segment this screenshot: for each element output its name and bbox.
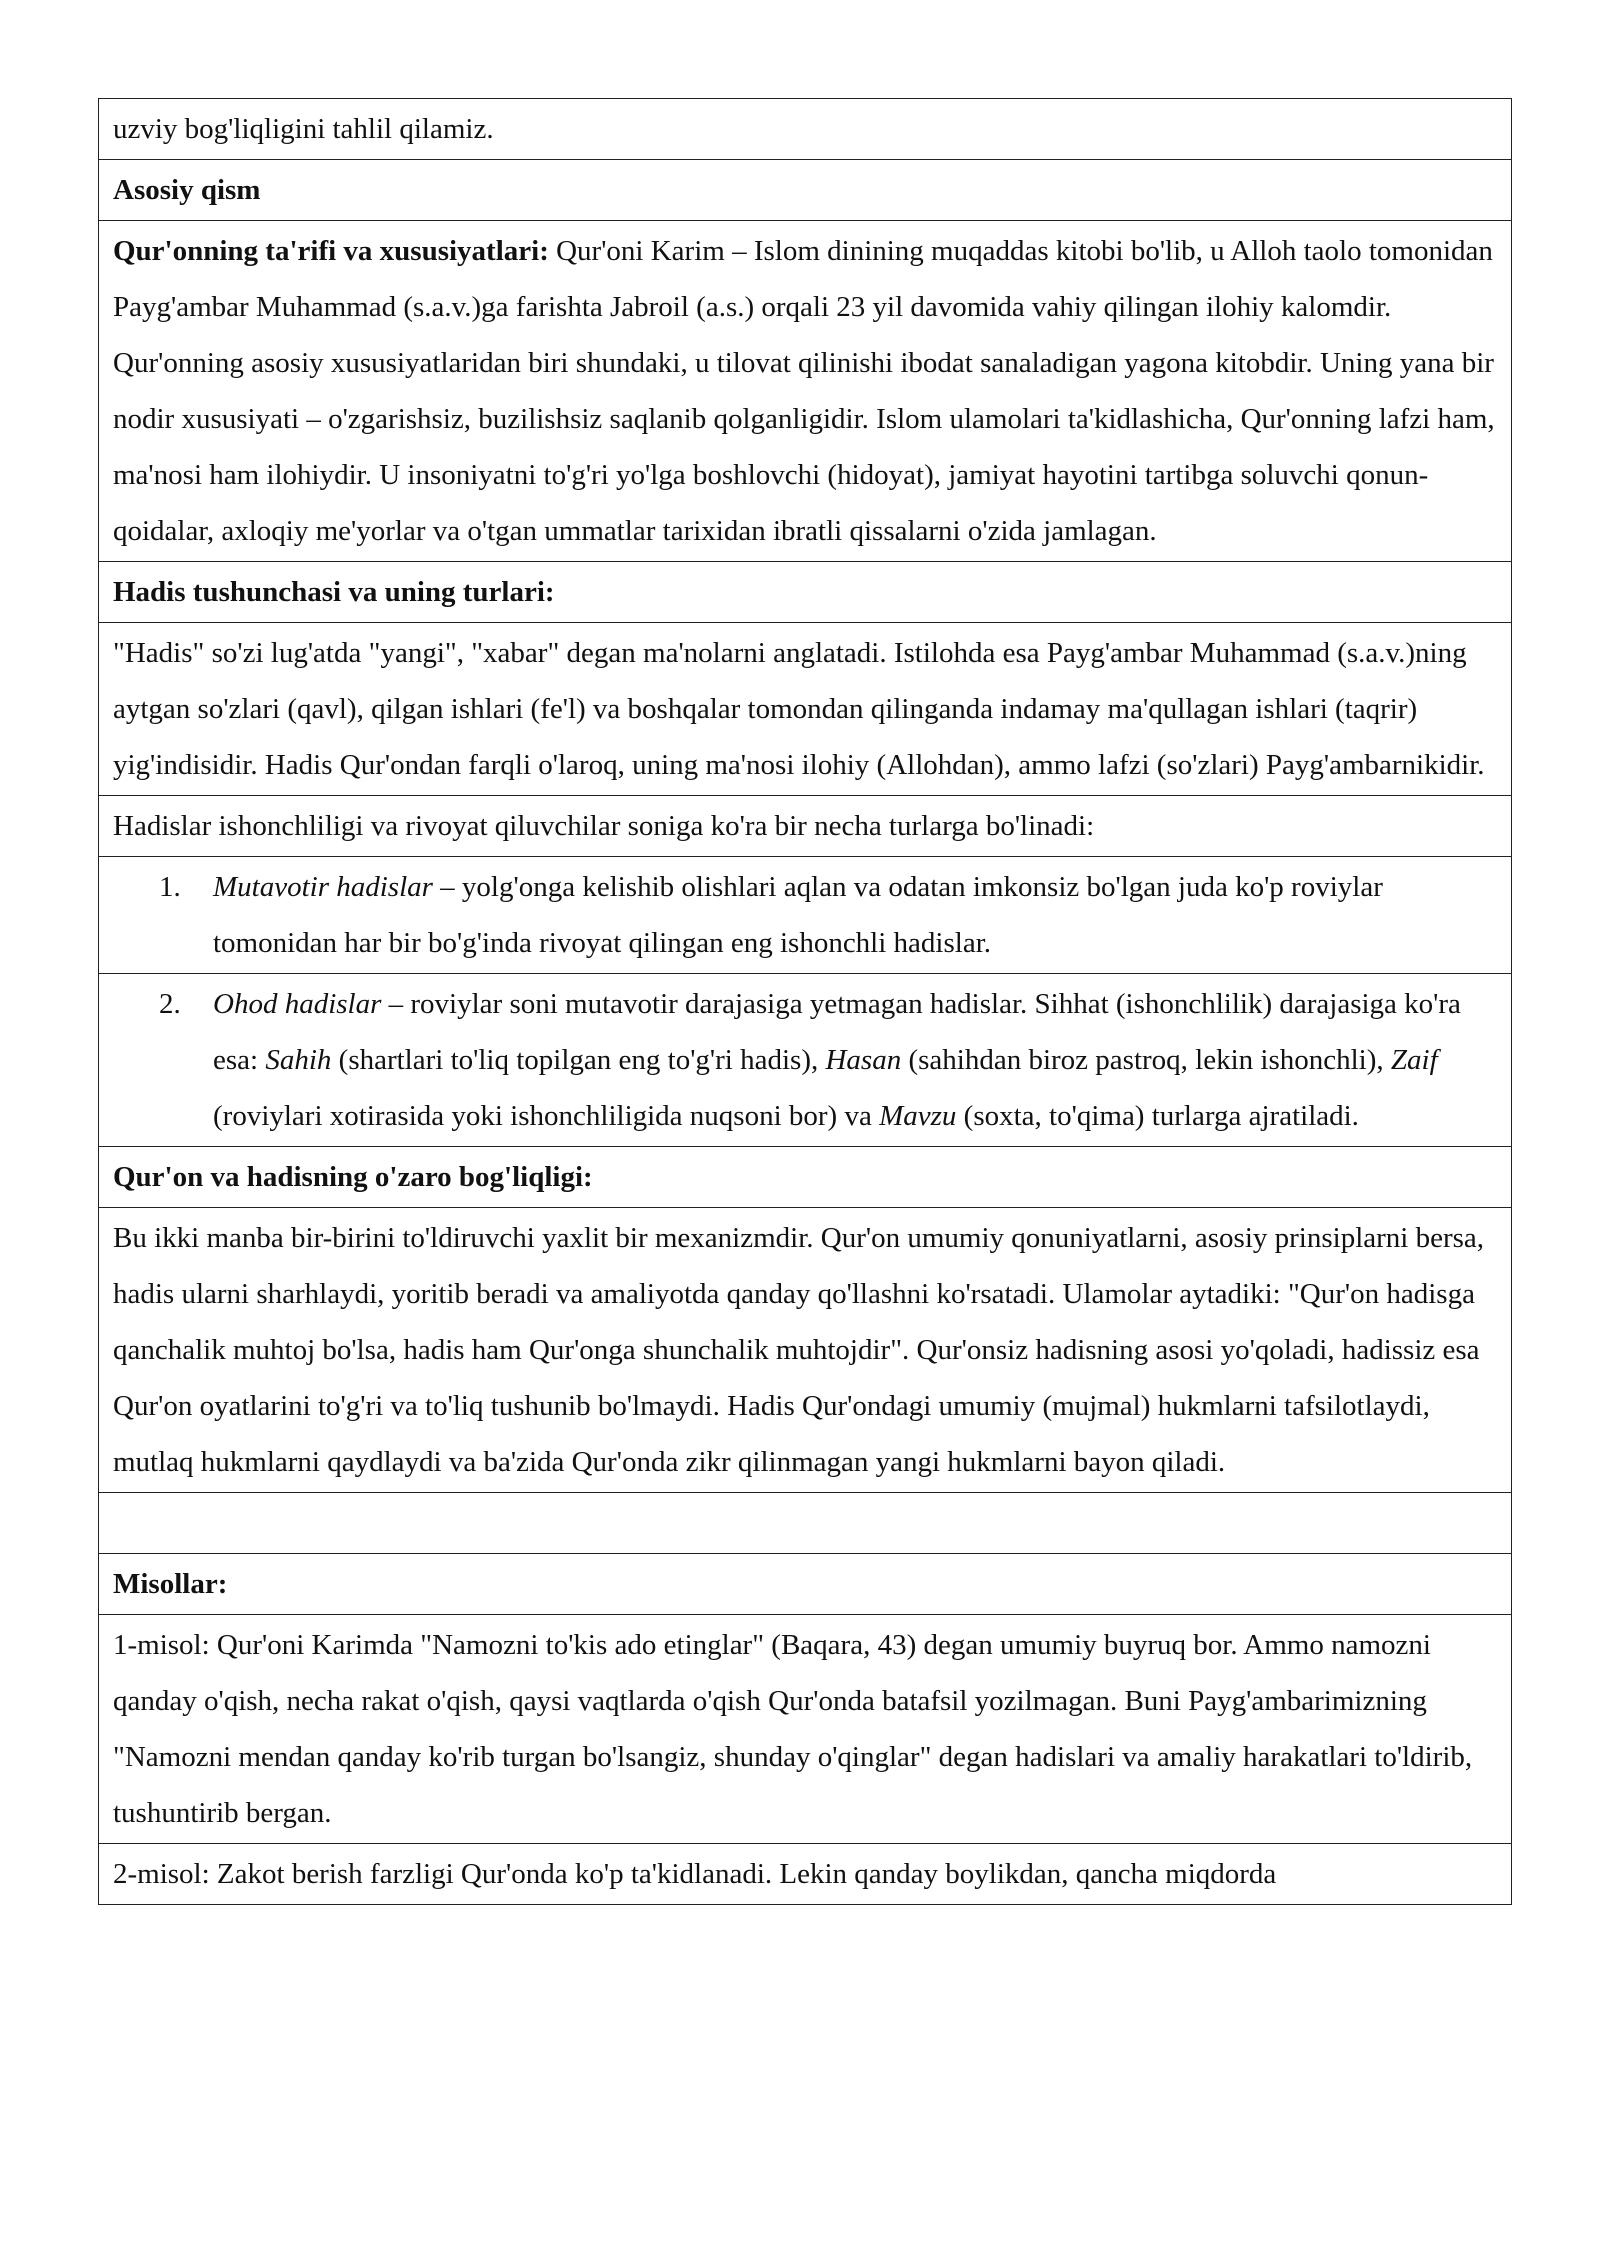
quran-definition-heading: Qur'onning ta'rifi va xususiyatlari: xyxy=(113,235,549,267)
term-sahih: Sahih xyxy=(265,1044,332,1076)
table-row xyxy=(99,1493,1512,1554)
quran-definition-cell xyxy=(99,221,1512,562)
list-number: 2. xyxy=(159,988,181,1020)
table-row xyxy=(99,1208,1512,1493)
examples-heading: Misollar: xyxy=(99,1554,1512,1615)
zaif-text: (roviylari xotirasida yoki ishonchliligida nuqsoni bor) va xyxy=(213,1100,880,1132)
table-row xyxy=(99,974,1512,1147)
term-mutavotir: Mutavotir hadislar xyxy=(213,871,433,903)
hadith-definition-cell: "Hadis" so'zi lug'atda "yangi", "xabar" degan ma'nolarni anglatadi. Istilohda esa Payg'ambar Muhammad (s.a.v.)ning aytgan so'zlari (qavl), qilgan ishlari (fe'l) va boshqalar tomondan qilinganda indamay ma'qullagan ishlari (taqrir) yig'indisidir. Hadis Qur'ondan farqli o'laroq, uning ma'nosi ilohiy (Allohdan), ammo lafzi (so'zlari) Payg'ambarnikidir. xyxy=(99,623,1512,796)
table-row xyxy=(99,1615,1512,1844)
mutavotir-text: – yolg'onga kelishib olishlari aqlan va odatan imkonsiz bo'lgan juda ko'p roviylar tomonidan har bir bo'g'inda rivoyat qilingan eng ishonchli hadislar. xyxy=(213,871,1383,959)
quran-definition-text: Qur'oni Karim – Islom dinining muqaddas kitobi bo'lib, u Alloh taolo tomonidan Payg'ambar Muhammad (s.a.v.)ga farishta Jabroil (a.s.) orqali 23 yil davomida vahiy qilingan ilohiy kalomdir. Qur'onning asosiy xususiyatlaridan biri shundaki, u tilovat qilinishi ibodat sanaladigan yagona kitobdir. Uning yana bir nodir xususiyati – o'zgarishsiz, buzilishsiz saqlanib qolganligidir. Islom ulamolari ta'kidlashicha, Qur'onning lafzi ham, ma'nosi ham ilohiydir. U insoniyatni to'g'ri yo'lga boshlovchi (hidoyat), jamiyat hayotini tartibga soluvchi qonun-qoidalar, axloqiy me'yorlar va o'tgan ummatlar tarixidan ibratli qissalarni o'zida jamlagan. xyxy=(113,235,1495,547)
table-row xyxy=(99,623,1512,796)
table-row xyxy=(99,160,1512,221)
table-row xyxy=(99,562,1512,623)
relation-text-cell: Bu ikki manba bir-birini to'ldiruvchi yaxlit bir mexanizmdir. Qur'on umumiy qonuniyatlarni, asosiy prinsiplarni bersa, hadis ularni sharhlaydi, yoritib beradi va amaliyotda qanday qo'llashni ko'rsatadi. Ulamolar aytadiki: "Qur'on hadisga qanchalik muhtoj bo'lsa, hadis ham Qur'onga shunchalik muhtojdir". Qur'onsiz hadisning asosi yo'qoladi, hadissiz esa Qur'on oyatlarini to'g'ri va to'liq tushunib bo'lmaydi. Hadis Qur'ondagi umumiy (mujmal) hukmlarni tafsilotlaydi, mutlaq hukmlarni qaydlaydi va ba'zida Qur'onda zikr qilinmagan yangi hukmlarni bayon qiladi. xyxy=(99,1208,1512,1493)
table-row xyxy=(99,1844,1512,1905)
list-item-ohod xyxy=(99,974,1512,1147)
table-row xyxy=(99,221,1512,562)
empty-cell xyxy=(99,1493,1512,1554)
sahih-text: (shartlari to'liq topilgan eng to'g'ri hadis), xyxy=(331,1044,826,1076)
relation-heading: Qur'on va hadisning o'zaro bog'liqligi: xyxy=(99,1147,1512,1208)
list-number: 1. xyxy=(159,871,181,903)
table-row xyxy=(99,857,1512,974)
mavzu-text: (soxta, to'qima) turlarga ajratiladi. xyxy=(956,1100,1359,1132)
table-row xyxy=(99,1554,1512,1615)
intro-text-cell: uzviy bog'liqligini tahlil qilamiz. xyxy=(99,99,1512,160)
hadith-concept-heading: Hadis tushunchasi va uning turlari: xyxy=(99,562,1512,623)
term-hasan: Hasan xyxy=(825,1044,902,1076)
hadith-types-intro-cell: Hadislar ishonchliligi va rivoyat qiluvchilar soniga ko'ra bir necha turlarga bo'linadi: xyxy=(99,796,1512,857)
example-2-cell: 2-misol: Zakot berish farzligi Qur'onda ko'p ta'kidlanadi. Lekin qanday boylikdan, qancha miqdorda xyxy=(99,1844,1512,1905)
table-row xyxy=(99,99,1512,160)
term-mavzu: Mavzu xyxy=(879,1100,957,1132)
hasan-text: (sahihdan biroz pastroq, lekin ishonchli), xyxy=(901,1044,1391,1076)
ohod-text: – roviylar soni mutavotir darajasiga yetmagan hadislar. Sihhat (ishonchlilik) darajasiga ko'ra esa: xyxy=(213,988,1461,1076)
document-page xyxy=(98,98,1512,1905)
section-heading-main: Asosiy qism xyxy=(99,160,1512,221)
content-table xyxy=(98,98,1512,1905)
table-row xyxy=(99,796,1512,857)
table-row xyxy=(99,1147,1512,1208)
term-ohod: Ohod hadislar xyxy=(213,988,382,1020)
list-item-mutavotir xyxy=(99,857,1512,974)
term-zaif: Zaif xyxy=(1390,1044,1438,1076)
example-1-cell: 1-misol: Qur'oni Karimda "Namozni to'kis ado etinglar" (Baqara, 43) degan umumiy buyruq bor. Ammo namozni qanday o'qish, necha rakat o'qish, qaysi vaqtlarda o'qish Qur'onda batafsil yozilmagan. Buni Payg'ambarimizning "Namozni mendan qanday ko'rib turgan bo'lsangiz, shunday o'qinglar" degan hadislari va amaliy harakatlari to'ldirib, tushuntirib bergan. xyxy=(99,1615,1512,1844)
